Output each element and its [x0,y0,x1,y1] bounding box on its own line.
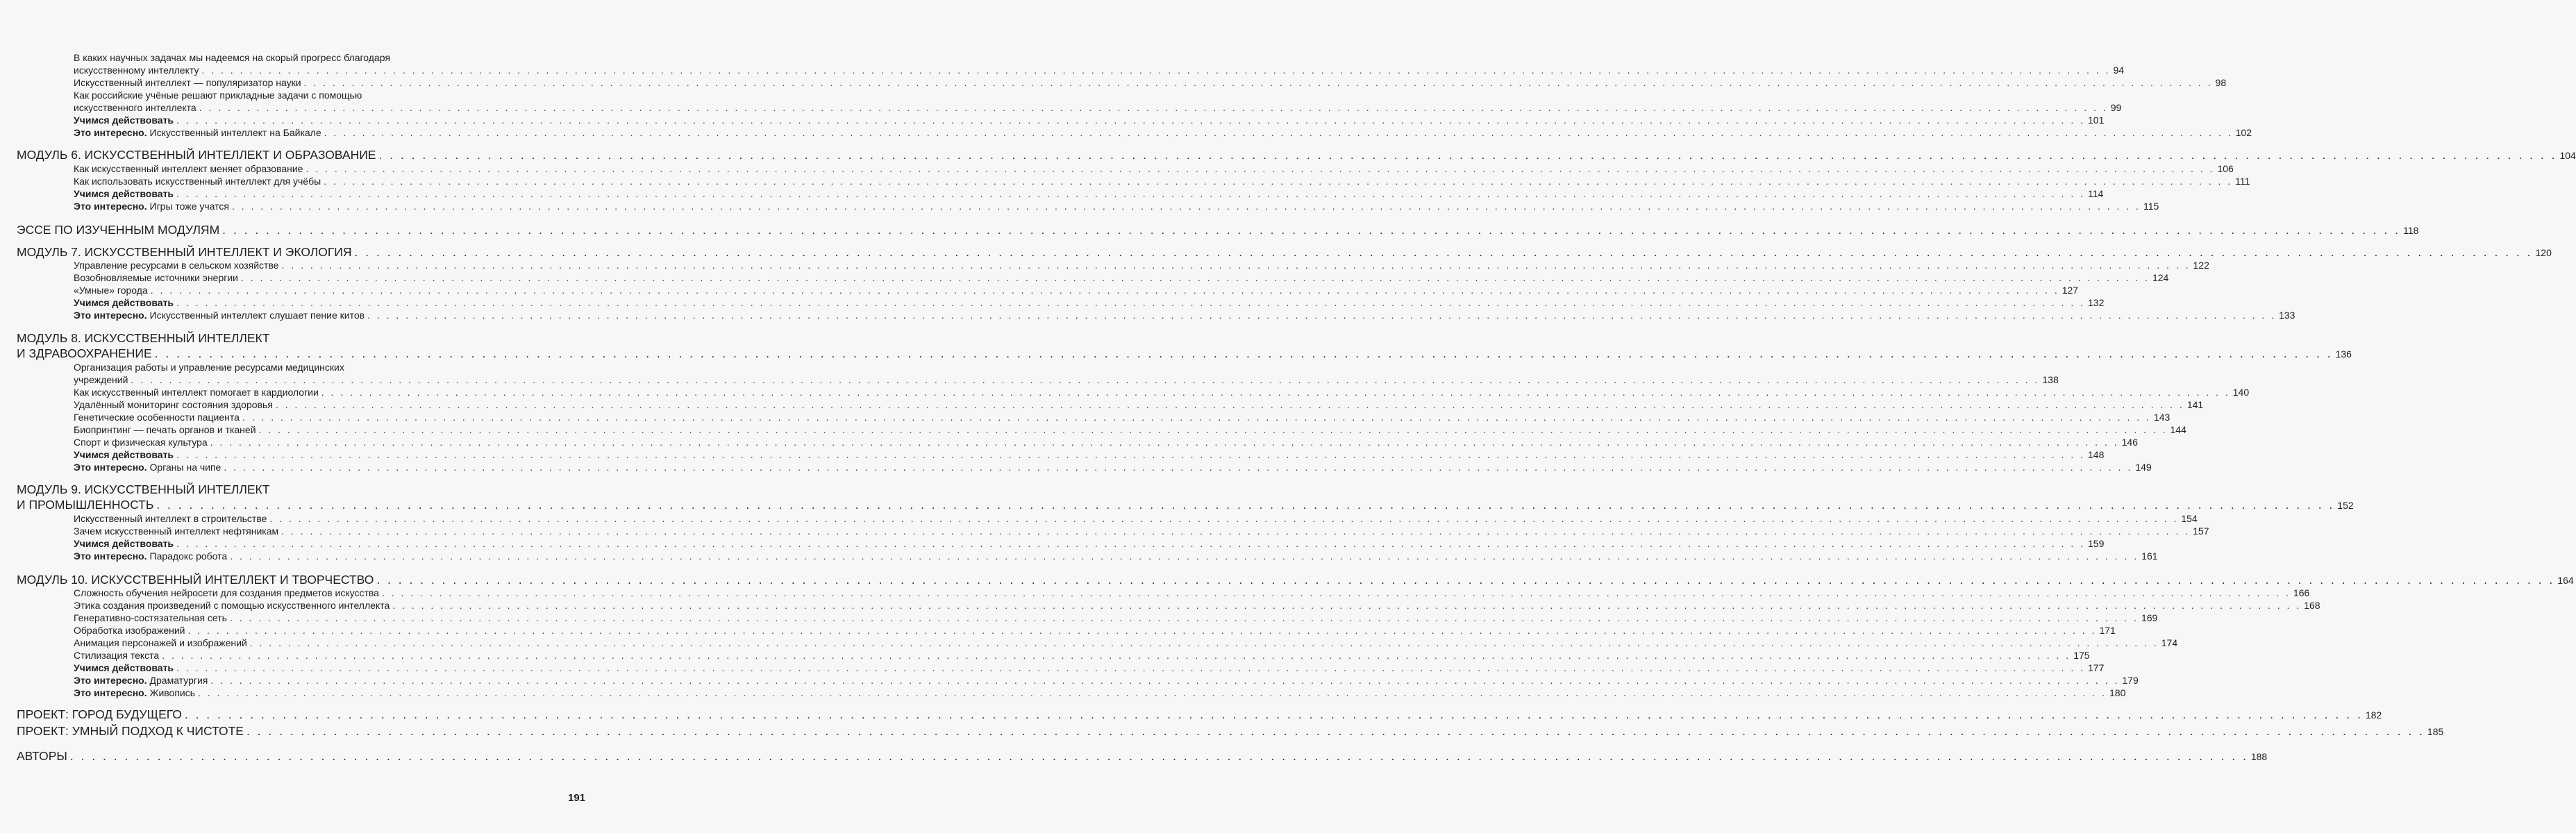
toc-entry-text: Удалённый мониторинг состояния здоровья [74,399,273,410]
toc-entry-title [17,497,153,512]
toc-entry-title [74,259,279,271]
toc-entry-label: Это интересно. [74,675,147,686]
toc-entry-text: МОДУЛЬ 6. ИСКУССТВЕННЫЙ ИНТЕЛЛЕКТ И ОБРАЗОВАНИЕ [17,148,376,162]
dot-leader: . . . . . . . . . . . . . . . . . . . . . . . . . . . . . . . . . . . . . . . . . . . . . . . . . . . . . . . . . . . . . . . . . . . . . . . . . . . . . . . . . . . . . . . . . . . . . . . . . . . . . . . . . . . . . . . . . . . . . . . . . . . . . . . . . . . . . . . . . . . . . . . . . . . . . . . . . . . . . . . . . . . . . . . . . . . . . . . . . . . . . . . . . . . . . . . . . . . . . . . . [306,163,2215,174]
toc-page-ref: 180 [2109,687,2126,698]
toc-entry-title [74,76,301,89]
toc-page-ref: 174 [2161,637,2178,648]
dot-leader: . . . . . . . . . . . . . . . . . . . . . . . . . . . . . . . . . . . . . . . . . . . . . . . . . . . . . . . . . . . . . . . . . . . . . . . . . . . . . . . . . . . . . . . . . . . . . . . . . . . . . . . . . . . . . . . . . . . . . . . . . . . . . . . . . . . . . . . . . . . . . . . . . . . . . . . . . . . . . . . . . . . . . . . . . . . . . . . . . . . . . . . . . . . . . . . . . . . . . . . . [281,260,2191,271]
toc-entry-title [74,512,267,525]
toc-entry-title [74,398,273,411]
toc-entry-title [17,346,152,361]
toc-page-ref: 182 [2365,709,2382,721]
dot-leader: . . . . . . . . . . . . . . . . . . . . . . . . . . . . . . . . . . . . . . . . . . . . . . . . . . . . . . . . . . . . . . . . . . . . . . . . . . . . . . . . . . . . . . . . . . . . . . . . . . . . . . . . . . . . . . . . . . . . . . . . . . . . . . . . . . . . . . . . . . . . . . . . . . . . . . . . . . . . . . . . . . . . . . . . . . . . . . . . . . . . . . . . . . . . . . . . . . . . . . . . [303,77,2213,88]
toc-page-ref: 148 [2088,449,2105,460]
toc-entry-title [74,461,221,473]
toc-entry-title [74,423,256,436]
toc-page-ref: 166 [2293,587,2310,598]
toc-entry-title-line: В каких научных задачах мы надеемся на скорый прогресс благодаря [74,52,390,63]
toc-entry-text: Биопринтинг — печать органов и тканей [74,424,256,435]
toc-page-ref: 124 [2152,272,2169,283]
toc-entry-text: Живопись [147,687,196,698]
dot-leader: . . . . . . . . . . . . . . . . . . . . . . . . . . . . . . . . . . . . . . . . . . . . . . . . . . . . . . . . . . . . . . . . . . . . . . . . . . . . . . . . . . . . . . . . . . . . . . . . . . . . . . . . . . . . . . . . . . . . . . . . . . . . . . . . . . . . . . . . . . . . . . . . . . . . . . . . . . . . . . . . . . . . . . . . . . . . . . . . . . . . . . . . . . . . . . . . . . . . . . . . [210,437,2119,448]
toc-entry-text: Спорт и физическая культура [74,437,208,448]
toc-page-ref: 99 [2110,102,2122,113]
dot-leader: . . . . . . . . . . . . . . . . . . . . . . . . . . . . . . . . . . . . . . . . . . . . . . . . . . . . . . . . . . . . . . . . . . . . . . . . . . . . . . . . . . . . . . . . . . . . . . . . . . . . . . . . . . . . . . . . . . . . . . . . . . . . . . . . . . . . . . . . . . . . . . . . . . . . . . . . . . . . . . . . . . . . . . . . . . . . . . . . . . . . . . . . . . . . . . . . . . . . . . . . [184,707,2363,721]
toc-entry-text: МОДУЛЬ 10. ИСКУССТВЕННЫЙ ИНТЕЛЛЕКТ И ТВОРЧЕСТВО [17,573,374,587]
toc-page-ref: 111 [2235,176,2250,187]
toc-entry-label: Это интересно. [74,201,147,212]
dot-leader: . . . . . . . . . . . . . . . . . . . . . . . . . . . . . . . . . . . . . . . . . . . . . . . . . . . . . . . . . . . . . . . . . . . . . . . . . . . . . . . . . . . . . . . . . . . . . . . . . . . . . . . . . . . . . . . . . . . . . . . . . . . . . . . . . . . . . . . . . . . . . . . . . . . . . . . . . . . . . . . . . . . . . . . . . . . . . . . . . . . . . . . . . . . . . . . . . . . . . . . . [154,346,2333,360]
toc-page-ref: 185 [2427,726,2444,737]
toc-entry-title [74,411,240,423]
toc-entry-title [17,222,219,237]
toc-entry-label: Это интересно. [74,127,147,138]
dot-leader: . . . . . . . . . . . . . . . . . . . . . . . . . . . . . . . . . . . . . . . . . . . . . . . . . . . . . . . . . . . . . . . . . . . . . . . . . . . . . . . . . . . . . . . . . . . . . . . . . . . . . . . . . . . . . . . . . . . . . . . . . . . . . . . . . . . . . . . . . . . . . . . . . . . . . . . . . . . . . . . . . . . . . . . . . . . . . . . . . . . . . . . . . . . . . . . . . . . . . . . . [367,310,2277,321]
toc-entry-title-line: Как российские учёные решают прикладные задачи с помощью [74,90,362,101]
toc-entry-title [74,537,174,550]
toc-entry-label: Учимся действовать [74,115,174,126]
toc-entry-label: Учимся действовать [74,188,174,199]
toc-entry-title [74,114,174,126]
toc-page-ref: 168 [2304,600,2320,611]
toc-entry-title [74,662,174,674]
toc-entry-text: Возобновляемые источники энергии [74,272,238,283]
toc-entry-text: Этика создания произведений с помощью искусственного интеллекта [74,600,390,611]
toc-entry-text: Как использовать искусственный интеллект для учёбы [74,176,321,187]
toc-entry-text: Управление ресурсами в сельском хозяйстве [74,260,279,271]
toc-page-ref: 171 [2099,625,2116,636]
toc-page-ref: 140 [2232,387,2250,398]
toc-entry-text: Стилизация текста [74,650,160,661]
toc-entry-text: Искусственный интеллект в строительстве [74,513,267,524]
toc-entry-title [74,674,208,687]
dot-leader: . . . . . . . . . . . . . . . . . . . . . . . . . . . . . . . . . . . . . . . . . . . . . . . . . . . . . . . . . . . . . . . . . . . . . . . . . . . . . . . . . . . . . . . . . . . . . . . . . . . . . . . . . . . . . . . . . . . . . . . . . . . . . . . . . . . . . . . . . . . . . . . . . . . . . . . . . . . . . . . . . . . . . . . . . . . . . . . . . . . . . . . . . . . . . . . . . . . . . . . . [324,176,2233,187]
toc-entry-title [74,687,195,699]
toc-entry-text: Как искусственный интеллект меняет образование [74,163,303,174]
dot-leader: . . . . . . . . . . . . . . . . . . . . . . . . . . . . . . . . . . . . . . . . . . . . . . . . . . . . . . . . . . . . . . . . . . . . . . . . . . . . . . . . . . . . . . . . . . . . . . . . . . . . . . . . . . . . . . . . . . . . . . . . . . . . . . . . . . . . . . . . . . . . . . . . . . . . . . . . . . . . . . . . . . . . . . . . . . . . . . . . . . . . . . . . . . . . . . . . . . . . . . . . [242,412,2151,423]
dot-leader: . . . . . . . . . . . . . . . . . . . . . . . . . . . . . . . . . . . . . . . . . . . . . . . . . . . . . . . . . . . . . . . . . . . . . . . . . . . . . . . . . . . . . . . . . . . . . . . . . . . . . . . . . . . . . . . . . . . . . . . . . . . . . . . . . . . . . . . . . . . . . . . . . . . . . . . . . . . . . . . . . . . . . . . . . . . . . . . . . . . . . . . . . . . . . . . . . . . . . . . . [376,573,2555,587]
dot-leader: . . . . . . . . . . . . . . . . . . . . . . . . . . . . . . . . . . . . . . . . . . . . . . . . . . . . . . . . . . . . . . . . . . . . . . . . . . . . . . . . . . . . . . . . . . . . . . . . . . . . . . . . . . . . . . . . . . . . . . . . . . . . . . . . . . . . . . . . . . . . . . . . . . . . . . . . . . . . . . . . . . . . . . . . . . . . . . . . . . . . . . . . . . . . . . . . . . . . . . . . [231,201,2141,212]
dot-leader: . . . . . . . . . . . . . . . . . . . . . . . . . . . . . . . . . . . . . . . . . . . . . . . . . . . . . . . . . . . . . . . . . . . . . . . . . . . . . . . . . . . . . . . . . . . . . . . . . . . . . . . . . . . . . . . . . . . . . . . . . . . . . . . . . . . . . . . . . . . . . . . . . . . . . . . . . . . . . . . . . . . . . . . . . . . . . . . . . . . . . . . . . . . . . . . . . . . . . . . . [176,538,2086,549]
toc-entry-title [74,612,227,624]
toc-entry-title [74,271,238,284]
toc-entry-title [17,707,182,722]
toc-page-ref: 122 [2193,260,2209,271]
dot-leader: . . . . . . . . . . . . . . . . . . . . . . . . . . . . . . . . . . . . . . . . . . . . . . . . . . . . . . . . . . . . . . . . . . . . . . . . . . . . . . . . . . . . . . . . . . . . . . . . . . . . . . . . . . . . . . . . . . . . . . . . . . . . . . . . . . . . . . . . . . . . . . . . . . . . . . . . . . . . . . . . . . . . . . . . . . . . . . . . . . . . . . . . . . . . . . . . . . . . . . . . [176,115,2086,126]
toc-page-ref: 94 [2113,65,2125,76]
toc-page-ref: 102 [2235,127,2252,138]
toc-entry-title [74,637,247,649]
toc-page-ref: 114 [2088,188,2104,199]
toc-entry-text: Как искусственный интеллект помогает в кардиологии [74,387,319,398]
dot-leader: . . . . . . . . . . . . . . . . . . . . . . . . . . . . . . . . . . . . . . . . . . . . . . . . . . . . . . . . . . . . . . . . . . . . . . . . . . . . . . . . . . . . . . . . . . . . . . . . . . . . . . . . . . . . . . . . . . . . . . . . . . . . . . . . . . . . . . . . . . . . . . . . . . . . . . . . . . . . . . . . . . . . . . . . . . . . . . . . . . . . . . . . . . . . . . . . . . . . . . . . [381,587,2291,598]
toc-entry-text: Сложность обучения нейросети для создания предметов искусства [74,587,379,598]
dot-leader: . . . . . . . . . . . . . . . . . . . . . . . . . . . . . . . . . . . . . . . . . . . . . . . . . . . . . . . . . . . . . . . . . . . . . . . . . . . . . . . . . . . . . . . . . . . . . . . . . . . . . . . . . . . . . . . . . . . . . . . . . . . . . . . . . . . . . . . . . . . . . . . . . . . . . . . . . . . . . . . . . . . . . . . . . . . . . . . . . . . . . . . . . . . . . . . . . . . . . . . . [229,612,2139,623]
dot-leader: . . . . . . . . . . . . . . . . . . . . . . . . . . . . . . . . . . . . . . . . . . . . . . . . . . . . . . . . . . . . . . . . . . . . . . . . . . . . . . . . . . . . . . . . . . . . . . . . . . . . . . . . . . . . . . . . . . . . . . . . . . . . . . . . . . . . . . . . . . . . . . . . . . . . . . . . . . . . . . . . . . . . . . . . . . . . . . . . . . . . . . . . . . . . . . . . . . . . . . . . [176,188,2086,199]
toc-page-ref: 146 [2121,437,2138,448]
toc-entry-label: Это интересно. [74,687,147,698]
toc-entry-title [74,200,229,212]
toc-page-ref: 101 [2088,115,2105,126]
toc-page-ref: 104 [2559,150,2576,161]
dot-leader: . . . . . . . . . . . . . . . . . . . . . . . . . . . . . . . . . . . . . . . . . . . . . . . . . . . . . . . . . . . . . . . . . . . . . . . . . . . . . . . . . . . . . . . . . . . . . . . . . . . . . . . . . . . . . . . . . . . . . . . . . . . . . . . . . . . . . . . . . . . . . . . . . . . . . . . . . . . . . . . . . . . . . . . . . . . . . . . . . . . . . . . . . . . . . . . . . . . . . . . . [354,245,2533,259]
toc-entry-text: ЭССЕ ПО ИЗУЧЕННЫМ МОДУЛЯМ [17,223,220,237]
toc-page-ref: 149 [2135,462,2152,473]
toc-entry-title [74,373,128,386]
toc-entry-label: Это интересно. [74,310,147,321]
dot-leader: . . . . . . . . . . . . . . . . . . . . . . . . . . . . . . . . . . . . . . . . . . . . . . . . . . . . . . . . . . . . . . . . . . . . . . . . . . . . . . . . . . . . . . . . . . . . . . . . . . . . . . . . . . . . . . . . . . . . . . . . . . . . . . . . . . . . . . . . . . . . . . . . . . . . . . . . . . . . . . . . . . . . . . . . . . . . . . . . . . . . . . . . . . . . . . . . . . . . . . . . [241,272,2150,283]
toc-page-ref: 133 [2279,310,2295,321]
toc-page-ref: 141 [2186,399,2204,410]
toc-page-ref: 177 [2088,662,2105,673]
dot-leader: . . . . . . . . . . . . . . . . . . . . . . . . . . . . . . . . . . . . . . . . . . . . . . . . . . . . . . . . . . . . . . . . . . . . . . . . . . . . . . . . . . . . . . . . . . . . . . . . . . . . . . . . . . . . . . . . . . . . . . . . . . . . . . . . . . . . . . . . . . . . . . . . . . . . . . . . . . . . . . . . . . . . . . . . . . . . . . . . . . . . . . . . . . . . . . . . . . . . . . . . [156,498,2335,512]
dot-leader: . . . . . . . . . . . . . . . . . . . . . . . . . . . . . . . . . . . . . . . . . . . . . . . . . . . . . . . . . . . . . . . . . . . . . . . . . . . . . . . . . . . . . . . . . . . . . . . . . . . . . . . . . . . . . . . . . . . . . . . . . . . . . . . . . . . . . . . . . . . . . . . . . . . . . . . . . . . . . . . . . . . . . . . . . . . . . . . . . . . . . . . . . . . . . . . . . . . . . . . . [69,749,2248,763]
toc-entry-label: Это интересно. [74,462,147,473]
toc-entry-text: Игры тоже учатся [147,201,229,212]
toc-entry-title [74,187,174,200]
toc-entry-title-line: МОДУЛЬ 8. ИСКУССТВЕННЫЙ ИНТЕЛЛЕКТ [17,331,270,345]
toc-page-ref: 188 [2250,751,2268,762]
dot-leader: . . . . . . . . . . . . . . . . . . . . . . . . . . . . . . . . . . . . . . . . . . . . . . . . . . . . . . . . . . . . . . . . . . . . . . . . . . . . . . . . . . . . . . . . . . . . . . . . . . . . . . . . . . . . . . . . . . . . . . . . . . . . . . . . . . . . . . . . . . . . . . . . . . . . . . . . . . . . . . . . . . . . . . . . . . . . . . . . . . . . . . . . . . . . . . . . . . . . . . . . [392,600,2302,611]
toc-entry-title [74,64,199,76]
toc-page-ref: 144 [2170,424,2186,435]
dot-leader: . . . . . . . . . . . . . . . . . . . . . . . . . . . . . . . . . . . . . . . . . . . . . . . . . . . . . . . . . . . . . . . . . . . . . . . . . . . . . . . . . . . . . . . . . . . . . . . . . . . . . . . . . . . . . . . . . . . . . . . . . . . . . . . . . . . . . . . . . . . . . . . . . . . . . . . . . . . . . . . . . . . . . . . . . . . . . . . . . . . . . . . . . . . . . . . . . . . . . . . . [230,550,2139,562]
toc-entry-text: Органы на чипе [147,462,221,473]
dot-leader: . . . . . . . . . . . . . . . . . . . . . . . . . . . . . . . . . . . . . . . . . . . . . . . . . . . . . . . . . . . . . . . . . . . . . . . . . . . . . . . . . . . . . . . . . . . . . . . . . . . . . . . . . . . . . . . . . . . . . . . . . . . . . . . . . . . . . . . . . . . . . . . . . . . . . . . . . . . . . . . . . . . . . . . . . . . . . . . . . . . . . . . . . . . . . . . . . . . . . . . . [131,374,2040,385]
toc-page-ref: 159 [2088,538,2105,549]
dot-leader: . . . . . . . . . . . . . . . . . . . . . . . . . . . . . . . . . . . . . . . . . . . . . . . . . . . . . . . . . . . . . . . . . . . . . . . . . . . . . . . . . . . . . . . . . . . . . . . . . . . . . . . . . . . . . . . . . . . . . . . . . . . . . . . . . . . . . . . . . . . . . . . . . . . . . . . . . . . . . . . . . . . . . . . . . . . . . . . . . . . . . . . . . . . . . . . . . . . . . . . . [150,285,2059,296]
toc-entry-title [74,296,174,309]
toc-entry-title [17,147,376,162]
dot-leader: . . . . . . . . . . . . . . . . . . . . . . . . . . . . . . . . . . . . . . . . . . . . . . . . . . . . . . . . . . . . . . . . . . . . . . . . . . . . . . . . . . . . . . . . . . . . . . . . . . . . . . . . . . . . . . . . . . . . . . . . . . . . . . . . . . . . . . . . . . . . . . . . . . . . . . . . . . . . . . . . . . . . . . . . . . . . . . . . . . . . . . . . . . . . . . . . . . . . . . . . [249,637,2159,648]
toc-entry-title [74,284,148,296]
toc-page-ref: 154 [2181,513,2198,524]
dot-leader: . . . . . . . . . . . . . . . . . . . . . . . . . . . . . . . . . . . . . . . . . . . . . . . . . . . . . . . . . . . . . . . . . . . . . . . . . . . . . . . . . . . . . . . . . . . . . . . . . . . . . . . . . . . . . . . . . . . . . . . . . . . . . . . . . . . . . . . . . . . . . . . . . . . . . . . . . . . . . . . . . . . . . . . . . . . . . . . . . . . . . . . . . . . . . . . . . . . . . . . . [378,148,2557,162]
dot-leader: . . . . . . . . . . . . . . . . . . . . . . . . . . . . . . . . . . . . . . . . . . . . . . . . . . . . . . . . . . . . . . . . . . . . . . . . . . . . . . . . . . . . . . . . . . . . . . . . . . . . . . . . . . . . . . . . . . . . . . . . . . . . . . . . . . . . . . . . . . . . . . . . . . . . . . . . . . . . . . . . . . . . . . . . . . . . . . . . . . . . . . . . . . . . . . . . . . . . . . . . [258,424,2168,435]
toc-entry-title [74,550,227,562]
toc-entry-text: МОДУЛЬ 7. ИСКУССТВЕННЫЙ ИНТЕЛЛЕКТ И ЭКОЛОГИЯ [17,245,352,259]
toc-entry-text: искусственного интеллекта [74,102,196,113]
toc-page-ref: 118 [2403,225,2419,236]
toc-entry-text: Генетические особенности пациента [74,412,240,423]
toc-entry-text: И ЗДРАВООХРАНЕНИЕ [17,346,152,360]
toc-page-ref: 127 [2061,285,2079,296]
toc-entry-title [74,386,319,398]
toc-entry-text: «Умные» города [74,285,148,296]
toc-page-ref: 138 [2042,374,2059,385]
toc-page-ref: 143 [2153,412,2171,423]
toc-entry-label: Учимся действовать [74,297,174,308]
toc-page-ref: 169 [2141,612,2158,623]
toc-page-ref: 120 [2535,247,2552,258]
dot-leader: . . . . . . . . . . . . . . . . . . . . . . . . . . . . . . . . . . . . . . . . . . . . . . . . . . . . . . . . . . . . . . . . . . . . . . . . . . . . . . . . . . . . . . . . . . . . . . . . . . . . . . . . . . . . . . . . . . . . . . . . . . . . . . . . . . . . . . . . . . . . . . . . . . . . . . . . . . . . . . . . . . . . . . . . . . . . . . . . . . . . . . . . . . . . . . . . . . . . . . . . [269,513,2179,524]
toc-page-ref: 152 [2337,500,2354,511]
dot-leader: . . . . . . . . . . . . . . . . . . . . . . . . . . . . . . . . . . . . . . . . . . . . . . . . . . . . . . . . . . . . . . . . . . . . . . . . . . . . . . . . . . . . . . . . . . . . . . . . . . . . . . . . . . . . . . . . . . . . . . . . . . . . . . . . . . . . . . . . . . . . . . . . . . . . . . . . . . . . . . . . . . . . . . . . . . . . . . . . . . . . . . . . . . . . . . . . . . . . . . . . [224,462,2133,473]
toc-page-ref: 175 [2073,650,2090,661]
toc-entry-title [17,572,374,587]
dot-leader: . . . . . . . . . . . . . . . . . . . . . . . . . . . . . . . . . . . . . . . . . . . . . . . . . . . . . . . . . . . . . . . . . . . . . . . . . . . . . . . . . . . . . . . . . . . . . . . . . . . . . . . . . . . . . . . . . . . . . . . . . . . . . . . . . . . . . . . . . . . . . . . . . . . . . . . . . . . . . . . . . . . . . . . . . . . . . . . . . . . . . . . . . . . . . . . . . . . . . . . . [275,399,2184,410]
toc-entry-title [74,436,208,448]
toc-entry-title-line: МОДУЛЬ 9. ИСКУССТВЕННЫЙ ИНТЕЛЛЕКТ [17,482,270,496]
toc-entry-title [17,244,352,260]
toc-entry-title [17,748,67,764]
toc-entry-text: искусственному интеллекту [74,65,199,76]
dot-leader: . . . . . . . . . . . . . . . . . . . . . . . . . . . . . . . . . . . . . . . . . . . . . . . . . . . . . . . . . . . . . . . . . . . . . . . . . . . . . . . . . . . . . . . . . . . . . . . . . . . . . . . . . . . . . . . . . . . . . . . . . . . . . . . . . . . . . . . . . . . . . . . . . . . . . . . . . . . . . . . . . . . . . . . . . . . . . . . . . . . . . . . . . . . . . . . . . . . . . . . . [176,449,2086,460]
toc-entry-text: Драматургия [147,675,208,686]
toc-page-ref: 157 [2193,525,2209,537]
dot-leader: . . . . . . . . . . . . . . . . . . . . . . . . . . . . . . . . . . . . . . . . . . . . . . . . . . . . . . . . . . . . . . . . . . . . . . . . . . . . . . . . . . . . . . . . . . . . . . . . . . . . . . . . . . . . . . . . . . . . . . . . . . . . . . . . . . . . . . . . . . . . . . . . . . . . . . . . . . . . . . . . . . . . . . . . . . . . . . . . . . . . . . . . . . . . . . . . . . . . . . . . [176,662,2086,673]
toc-entry-label: Это интересно. [74,550,147,562]
toc-entry-text: Искусственный интеллект на Байкале [147,127,321,138]
toc-entry-title [74,624,185,637]
dot-leader: . . . . . . . . . . . . . . . . . . . . . . . . . . . . . . . . . . . . . . . . . . . . . . . . . . . . . . . . . . . . . . . . . . . . . . . . . . . . . . . . . . . . . . . . . . . . . . . . . . . . . . . . . . . . . . . . . . . . . . . . . . . . . . . . . . . . . . . . . . . . . . . . . . . . . . . . . . . . . . . . . . . . . . . . . . . . . . . . . . . . . . . . . . . . . . . . . . . . . . . . [324,127,2233,138]
toc-entry-text: Обработка изображений [74,625,185,636]
toc-entry-text: ПРОЕКТ: ГОРОД БУДУЩЕГО [17,707,182,721]
toc-entry-text: Генеративно-состязательная сеть [74,612,227,623]
toc-entry-text: учреждений [74,374,128,385]
toc-entry-text: И ПРОМЫШЛЕННОСТЬ [17,498,154,512]
toc-entry-title [74,309,365,321]
toc-entry-title [74,101,196,114]
toc-page-ref: 115 [2143,201,2159,212]
dot-leader: . . . . . . . . . . . . . . . . . . . . . . . . . . . . . . . . . . . . . . . . . . . . . . . . . . . . . . . . . . . . . . . . . . . . . . . . . . . . . . . . . . . . . . . . . . . . . . . . . . . . . . . . . . . . . . . . . . . . . . . . . . . . . . . . . . . . . . . . . . . . . . . . . . . . . . . . . . . . . . . . . . . . . . . . . . . . . . . . . . . . . . . . . . . . . . . . . . . . . . . . [210,675,2120,686]
toc-entry-text: Зачем искусственный интеллект нефтяникам [74,525,279,537]
toc-page-ref: 164 [2557,575,2574,586]
toc-entry-title [74,587,379,599]
dot-leader: . . . . . . . . . . . . . . . . . . . . . . . . . . . . . . . . . . . . . . . . . . . . . . . . . . . . . . . . . . . . . . . . . . . . . . . . . . . . . . . . . . . . . . . . . . . . . . . . . . . . . . . . . . . . . . . . . . . . . . . . . . . . . . . . . . . . . . . . . . . . . . . . . . . . . . . . . . . . . . . . . . . . . . . . . . . . . . . . . . . . . . . . . . . . . . . . . . . . . . . . [162,650,2071,661]
toc-entry-title-line: Организация работы и управление ресурсами медицинских [74,362,344,373]
toc-entry-label: Учимся действовать [74,662,174,673]
toc-page-ref: 179 [2122,675,2139,686]
dot-leader: . . . . . . . . . . . . . . . . . . . . . . . . . . . . . . . . . . . . . . . . . . . . . . . . . . . . . . . . . . . . . . . . . . . . . . . . . . . . . . . . . . . . . . . . . . . . . . . . . . . . . . . . . . . . . . . . . . . . . . . . . . . . . . . . . . . . . . . . . . . . . . . . . . . . . . . . . . . . . . . . . . . . . . . . . . . . . . . . . . . . . . . . . . . . . . . . . . . . . . . . [246,724,2425,738]
toc-page-ref: 106 [2217,163,2234,174]
toc-entry-title [74,448,174,461]
toc-entry-label: Учимся действовать [74,449,174,460]
toc-entry-title [74,599,390,612]
toc-entry-label: Учимся действовать [74,538,174,549]
toc-entry-text: Анимация персонажей и изображений [74,637,247,648]
toc-entry-title [74,126,321,139]
toc-entry-title [74,649,159,662]
page-number: 191 [568,792,586,804]
dot-leader: . . . . . . . . . . . . . . . . . . . . . . . . . . . . . . . . . . . . . . . . . . . . . . . . . . . . . . . . . . . . . . . . . . . . . . . . . . . . . . . . . . . . . . . . . . . . . . . . . . . . . . . . . . . . . . . . . . . . . . . . . . . . . . . . . . . . . . . . . . . . . . . . . . . . . . . . . . . . . . . . . . . . . . . . . . . . . . . . . . . . . . . . . . . . . . . . . . . . . . . . [198,687,2107,698]
toc-page-ref: 136 [2335,348,2352,360]
dot-leader: . . . . . . . . . . . . . . . . . . . . . . . . . . . . . . . . . . . . . . . . . . . . . . . . . . . . . . . . . . . . . . . . . . . . . . . . . . . . . . . . . . . . . . . . . . . . . . . . . . . . . . . . . . . . . . . . . . . . . . . . . . . . . . . . . . . . . . . . . . . . . . . . . . . . . . . . . . . . . . . . . . . . . . . . . . . . . . . . . . . . . . . . . . . . . . . . . . . . . . . . [199,102,2108,113]
toc-entry-title [74,175,321,187]
toc-entry-title [74,162,303,175]
toc-page-ref: 161 [2141,550,2158,562]
dot-leader: . . . . . . . . . . . . . . . . . . . . . . . . . . . . . . . . . . . . . . . . . . . . . . . . . . . . . . . . . . . . . . . . . . . . . . . . . . . . . . . . . . . . . . . . . . . . . . . . . . . . . . . . . . . . . . . . . . . . . . . . . . . . . . . . . . . . . . . . . . . . . . . . . . . . . . . . . . . . . . . . . . . . . . . . . . . . . . . . . . . . . . . . . . . . . . . . . . . . . . . . [201,65,2111,76]
toc-entry-text: ПРОЕКТ: УМНЫЙ ПОДХОД К ЧИСТОТЕ [17,724,244,738]
toc-entry-text: АВТОРЫ [17,749,67,763]
dot-leader: . . . . . . . . . . . . . . . . . . . . . . . . . . . . . . . . . . . . . . . . . . . . . . . . . . . . . . . . . . . . . . . . . . . . . . . . . . . . . . . . . . . . . . . . . . . . . . . . . . . . . . . . . . . . . . . . . . . . . . . . . . . . . . . . . . . . . . . . . . . . . . . . . . . . . . . . . . . . . . . . . . . . . . . . . . . . . . . . . . . . . . . . . . . . . . . . . . . . . . . . [187,625,2097,636]
toc-page-ref: 132 [2088,297,2105,308]
dot-leader: . . . . . . . . . . . . . . . . . . . . . . . . . . . . . . . . . . . . . . . . . . . . . . . . . . . . . . . . . . . . . . . . . . . . . . . . . . . . . . . . . . . . . . . . . . . . . . . . . . . . . . . . . . . . . . . . . . . . . . . . . . . . . . . . . . . . . . . . . . . . . . . . . . . . . . . . . . . . . . . . . . . . . . . . . . . . . . . . . . . . . . . . . . . . . . . . . . . . . . . . [321,387,2230,398]
toc-page-ref: 98 [2215,77,2227,88]
dot-leader: . . . . . . . . . . . . . . . . . . . . . . . . . . . . . . . . . . . . . . . . . . . . . . . . . . . . . . . . . . . . . . . . . . . . . . . . . . . . . . . . . . . . . . . . . . . . . . . . . . . . . . . . . . . . . . . . . . . . . . . . . . . . . . . . . . . . . . . . . . . . . . . . . . . . . . . . . . . . . . . . . . . . . . . . . . . . . . . . . . . . . . . . . . . . . . . . . . . . . . . . [281,525,2191,537]
toc-entry-title [74,525,278,537]
toc-entry-text: Парадокс робота [147,550,228,562]
dot-leader: . . . . . . . . . . . . . . . . . . . . . . . . . . . . . . . . . . . . . . . . . . . . . . . . . . . . . . . . . . . . . . . . . . . . . . . . . . . . . . . . . . . . . . . . . . . . . . . . . . . . . . . . . . . . . . . . . . . . . . . . . . . . . . . . . . . . . . . . . . . . . . . . . . . . . . . . . . . . . . . . . . . . . . . . . . . . . . . . . . . . . . . . . . . . . . . . . . . . . . . . [222,223,2401,237]
dot-leader: . . . . . . . . . . . . . . . . . . . . . . . . . . . . . . . . . . . . . . . . . . . . . . . . . . . . . . . . . . . . . . . . . . . . . . . . . . . . . . . . . . . . . . . . . . . . . . . . . . . . . . . . . . . . . . . . . . . . . . . . . . . . . . . . . . . . . . . . . . . . . . . . . . . . . . . . . . . . . . . . . . . . . . . . . . . . . . . . . . . . . . . . . . . . . . . . . . . . . . . . [176,297,2086,308]
toc-entry-text: Искусственный интеллект слушает пение китов [147,310,365,321]
toc-entry-text: Искусственный интеллект — популяризатор науки [74,77,301,88]
toc-entry-title [17,723,244,739]
